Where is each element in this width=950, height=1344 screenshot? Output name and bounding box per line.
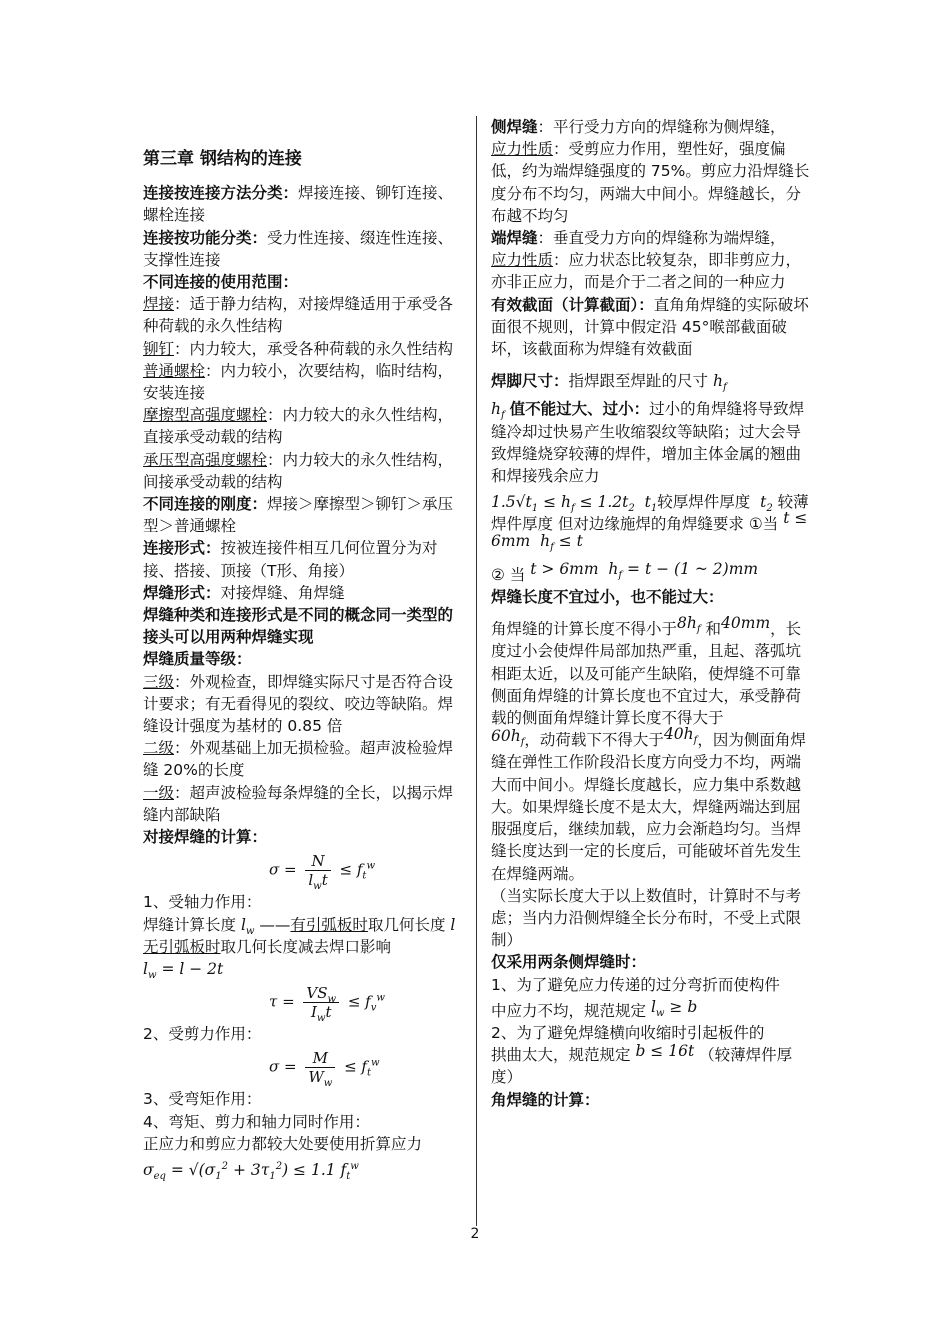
effective-section: 有效截面（计算截面）：直角角焊缝的实际破坏面很不规则，计算中假定沿 45°喉部截面破坏，该截面称为焊缝有效截面 [491, 295, 809, 359]
shear-formula: τ = $\frac{VS_w}{I_wt}$ ≤ $f_v^w$ [269, 984, 385, 1025]
leg-size-case-2: ② 当 t > 6mm $h_f = t - (1$ ~ 2)mm [491, 559, 759, 584]
fillet-calc-heading: 角焊缝的计算： [491, 1090, 600, 1109]
scope-item-friction-bolt: 摩擦型高强度螺栓：内力较大的永久性结构，直接承受动载的结构 [143, 406, 454, 447]
concept-note: 焊缝种类和连接形式是不同的概念同一类型的接头可以用两种焊缝实现 [143, 606, 454, 647]
left-column [143, 116, 461, 1181]
chapter-title: 第三章 钢结构的连接 [143, 149, 302, 169]
max-length: 侧面角焊缝的计算长度也不宜过大，承受静荷载的侧面角焊缝计算长度不得大于 $60h_f$，动荷载下不得大于$40h_f$，因为侧面角焊缝在弹性工作阶段沿长度方向受力不均，两端大而中间小。焊缝长度越长，应力集中系数越大。如果焊缝长度不是太大，焊缝两端达到屈服强度后，继续加载，应力会渐趋均匀。当焊缝长度达到一定的长度后，可能破坏首先发生在焊缝两端。 [491, 686, 806, 883]
scope-item-bolt: 普通螺栓：内力较小，次要结构，临时结构，安装连接 [143, 361, 454, 403]
quality-grade-3: 三级：外观检查，即焊缝实际尺寸是否符合设计要求；有无看得见的裂纹、咬边等缺陷。焊缝设计强度为基材的 0.85 倍 [143, 672, 454, 736]
scope-heading: 不同连接的使用范围： [143, 273, 299, 292]
classify-by-function: 连接按功能分类：受力性连接、缀连性连接、支撑性连接 [143, 228, 454, 269]
scope-item-bearing-bolt: 承压型高强度螺栓：内力较大的永久性结构，间接承受动载的结构 [143, 450, 454, 491]
page-number: 2 [470, 1226, 480, 1242]
right-column [491, 116, 813, 1111]
end-weld-stress: 应力性质：应力状态比较复杂，即非剪应力，亦非正应力，而是介于二者之间的一种应力 [491, 251, 802, 292]
equivalent-stress-formula: $\sigma_{eq} = √(\sigma_1^2 + 3\tau_1^2) \le 1.1$ $f_t^w$ [143, 1160, 359, 1183]
two-side-rule-1a: 1、为了避免应力传递的过分弯折而使构件 [491, 975, 780, 994]
two-side-rule-2a: 2、为了避免焊缝横向收缩时引起板件的 [491, 1023, 765, 1042]
leg-size-range: $1.5√t_1 \le h_f \le 1.2t_2$ $t_1$较厚焊件厚度 $t_2$ 较薄焊件厚度 但对边缘施焊的角焊缝要求 ①当 t ≤ 6mm $h_f \le t$ [491, 493, 809, 553]
shear-label: 2、受剪力作用： [143, 1025, 262, 1044]
leg-size: 焊脚尺寸：指焊跟至焊趾的尺寸 $h_f$ [491, 372, 727, 394]
leg-size-limit: $h_f$ 值不能过大、过小：过小的角焊缝将导致焊缝冷却过快易产生收缩裂纹等缺陷；过大会导致焊缝烧穿较薄的焊件，增加主体金属的翘曲和焊接残余应力 [491, 400, 805, 486]
scope-item-rivet: 铆钉：内力较大，承受各种荷载的永久性结构 [143, 339, 454, 358]
moment-formula: σ = $\frac{M}{W_w}$ ≤ $f_t^w$ [269, 1049, 380, 1090]
weld-form: 焊缝形式：对接焊缝、角焊缝 [143, 583, 345, 602]
axial-formula: σ = $\frac{N}{l_wt}$ ≤ $f_t^w$ [269, 852, 375, 893]
combined-label: 4、弯矩、剪力和轴力同时作用： [143, 1112, 370, 1131]
max-length-note: （当实际长度大于以上数值时，计算时不与考虑；当内力沿侧焊缝全长分布时，不受上式限制） [491, 886, 802, 950]
weld-length-note: 焊缝计算长度 $l_w$ ——有引弧板时取几何长度 l 无引弧板时取几何长度减去焊口影响 [143, 915, 456, 956]
two-side-rule-2b: 拱曲太大，规范规定 b ≤ 16t （较薄焊件厚度） [491, 1042, 793, 1087]
weld-length-formula: $l_w = l - 2t$ [143, 959, 224, 981]
end-weld-def: 端焊缝：垂直受力方向的焊缝称为端焊缝， [491, 229, 786, 248]
quality-grade-1: 一级：超声波检验每条焊缝的全长，以揭示焊缝内部缺陷 [143, 783, 454, 824]
quality-heading: 焊缝质量等级： [143, 650, 252, 669]
side-weld-stress: 应力性质：受剪应力作用，塑性好，强度偏低，约为端焊缝强度的 75%。剪应力沿焊缝长度分布不均匀，两端大中间小。焊缝越长，分布越不均匀 [491, 140, 810, 225]
two-side-rule-1b: 中应力不均，规范规定 $l_w \ge b$ [491, 997, 698, 1020]
two-side-heading: 仅采用两条侧焊缝时： [491, 953, 647, 972]
column-divider [476, 116, 477, 1226]
length-heading: 焊缝长度不宜过小，也不能过大： [491, 588, 724, 607]
scope-item-welding: 焊接：适于静力结构，对接焊缝适用于承受各种荷载的永久性结构 [143, 295, 454, 336]
connection-form: 连接形式：按被连接件相互几何位置分为对接、搭接、顶接（T形、角接） [143, 539, 438, 580]
classify-by-method: 连接按连接方法分类：焊接连接、铆钉连接、螺栓连接 [143, 184, 454, 225]
axial-label: 1、受轴力作用： [143, 893, 262, 912]
rigidity: 不同连接的刚度：焊接＞摩擦型＞铆钉＞承压型＞普通螺栓 [143, 495, 454, 536]
quality-grade-2: 二级：外观基础上加无损检验。超声波检验焊缝 20%的长度 [143, 739, 454, 780]
side-weld-def: 侧焊缝：平行受力方向的焊缝称为侧焊缝， [491, 118, 786, 136]
min-length: 角焊缝的计算长度不得小于$8h_f$ 和40mm，长度过小会使焊件局部加热严重，且起、落弧坑相距太近，以及可能产生缺陷，使焊缝不可靠 [491, 614, 802, 683]
combined-text: 正应力和剪应力都较大处要使用折算应力 [143, 1134, 423, 1153]
butt-weld-calc-heading: 对接焊缝的计算： [143, 828, 268, 847]
moment-label: 3、受弯矩作用： [143, 1090, 262, 1109]
